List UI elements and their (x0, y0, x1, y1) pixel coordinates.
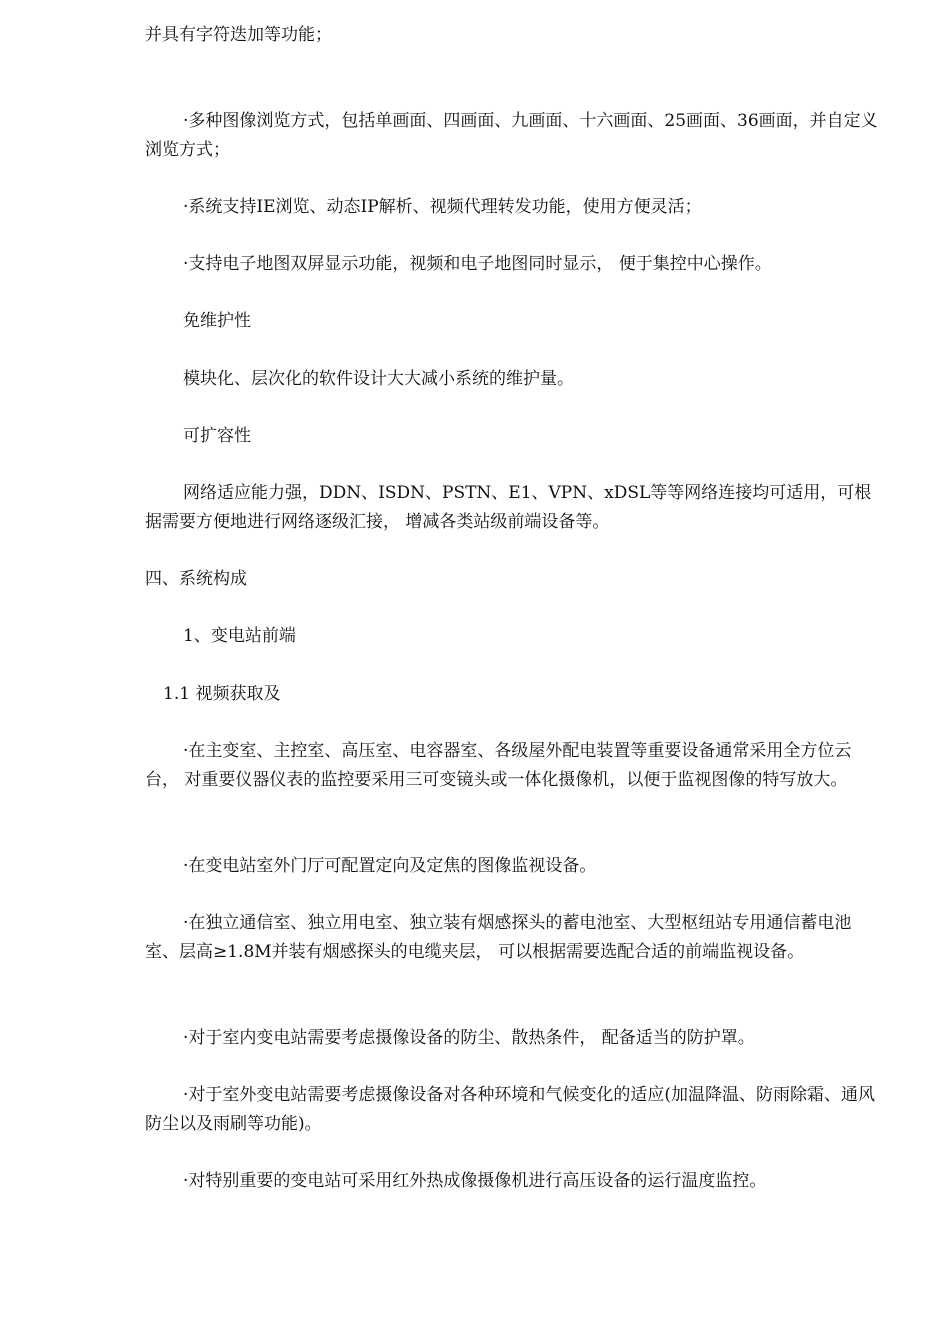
paragraph-outdoor-environment: ·对于室外变电站需要考虑摄像设备对各种环境和气候变化的适应(加温降温、防雨除霜、通风防尘以及雨刷等功能)。 (145, 1085, 876, 1134)
subheading-video-acquisition: 1.1 视频获取及 (163, 684, 281, 704)
heading-maintenance-free: 免维护性 (183, 311, 251, 331)
paragraph-ie-support: ·系统支持IE浏览、动态IP解析、视频代理转发功能，使用方便灵活； (183, 197, 702, 217)
paragraph-independent-rooms: ·在独立通信室、独立用电室、独立装有烟感探头的蓄电池室、大型枢纽站专用通信蓄电池室、层高≥1.8M并装有烟感探头的电缆夹层， 可以根据需要选配合适的前端监视设备。 (145, 913, 852, 962)
heading-scalability: 可扩容性 (183, 426, 251, 446)
paragraph-emap-dual-screen: ·支持电子地图双屏显示功能，视频和电子地图同时显示， 便于集控中心操作。 (183, 254, 772, 274)
paragraph-main-rooms-ptz: ·在主变室、主控室、高压室、电容器室、各级屋外配电装置等重要设备通常采用全方位云台， 对重要仪器仪表的监控要采用三可变镜头或一体化摄像机，以便于监视图像的特写放大。 (145, 741, 852, 790)
paragraph-modular-design: 模块化、层次化的软件设计大大减小系统的维护量。 (183, 369, 574, 389)
paragraph-indoor-protection: ·对于室内变电站需要考虑摄像设备的防尘、散热条件， 配备适当的防护罩。 (183, 1028, 755, 1048)
paragraph-browse-modes: ·多种图像浏览方式，包括单画面、四画面、九画面、十六画面、25画面、36画面，并自定义浏览方式； (145, 111, 878, 160)
paragraph-continuation: 并具有字符迭加等功能； (145, 25, 332, 45)
paragraph-infrared-thermal: ·对特别重要的变电站可采用红外热成像摄像机进行高压设备的运行温度监控。 (183, 1171, 767, 1191)
subheading-substation-frontend: 1、变电站前端 (183, 626, 296, 646)
paragraph-outdoor-lobby: ·在变电站室外门厅可配置定向及定焦的图像监视设备。 (183, 856, 597, 876)
paragraph-network-adaptability: 网络适应能力强，DDN、ISDN、PSTN、E1、VPN、xDSL等等网络连接均可适用，可根据需要方便地进行网络逐级汇接， 增减各类站级前端设备等。 (145, 483, 872, 532)
section-heading-system-composition: 四、系统构成 (145, 569, 247, 589)
